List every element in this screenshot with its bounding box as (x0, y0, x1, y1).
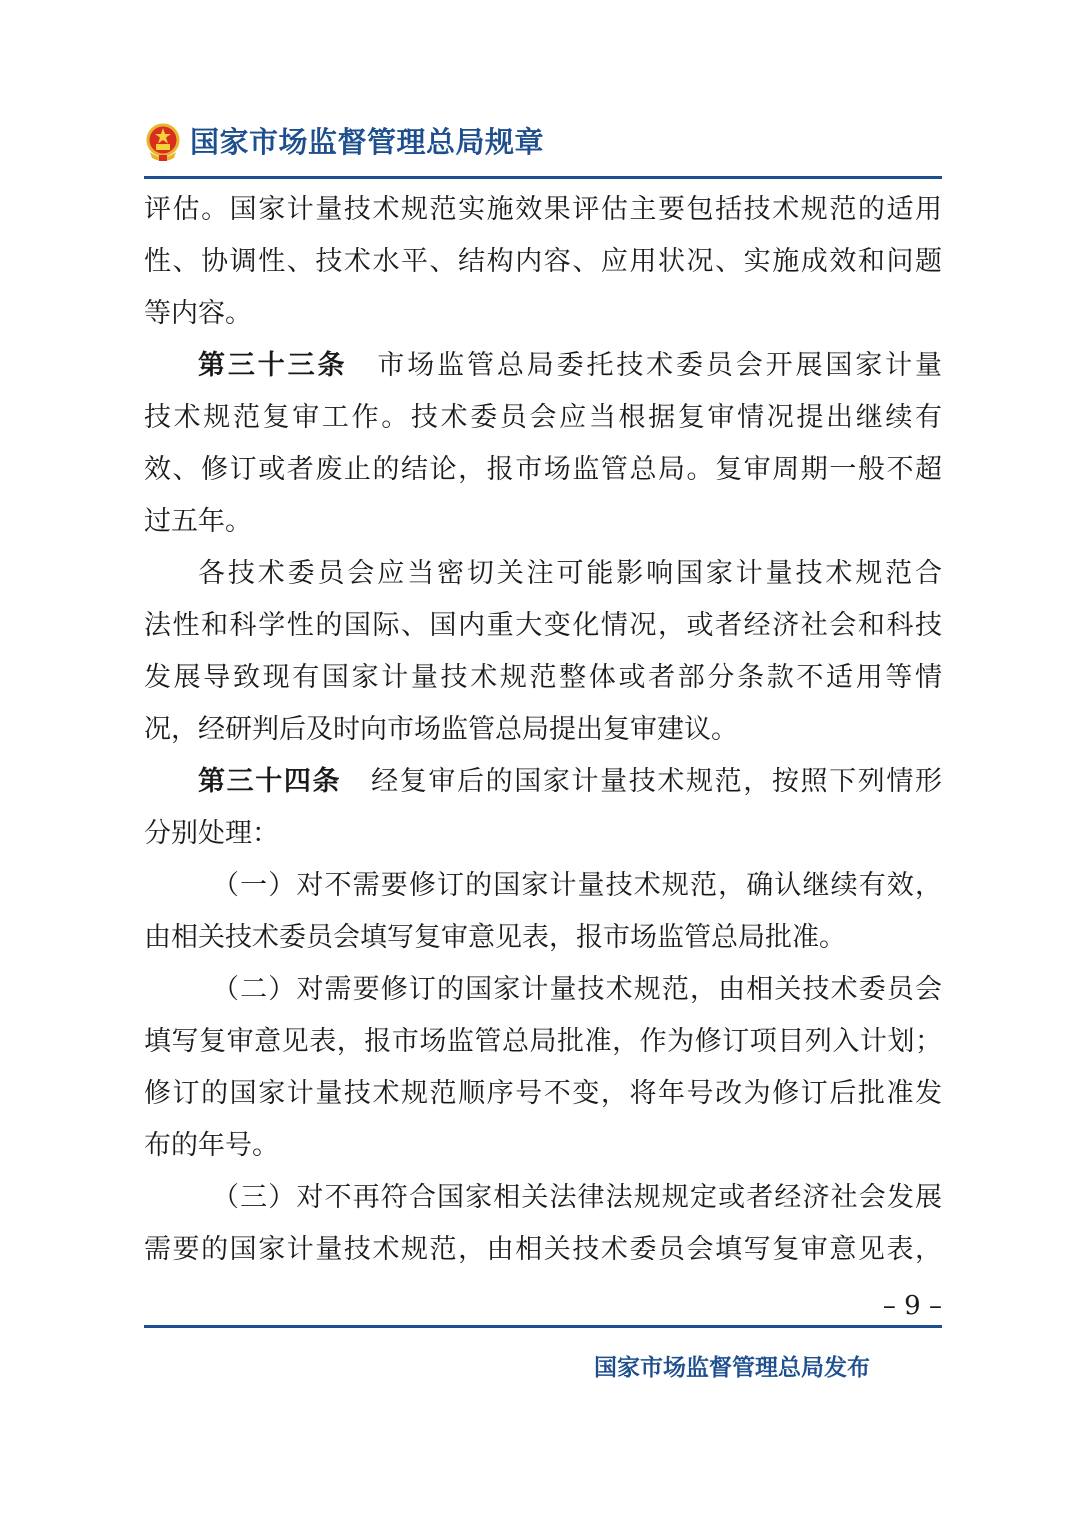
footer-divider (144, 1325, 942, 1328)
paragraph-line: 填写复审意见表，报市场监管总局批准，作为修订项目列入计划； (144, 1026, 942, 1057)
article-line (144, 340, 942, 392)
paragraph-line: 经复审后的国家计量技术规范，按照下列情形 (371, 766, 942, 797)
paragraph-line: 分别处理： (144, 818, 279, 849)
paragraph-line: 需要的国家计量技术规范，由相关技术委员会填写复审意见表， (144, 1234, 942, 1265)
footer-publisher: 国家市场监督管理总局发布 (594, 1355, 870, 1381)
paragraph-line: 效、修订或者废止的结论，报市场监管总局。复审周期一般不超 (144, 454, 942, 485)
paragraph-line: 市场监管总局委托技术委员会开展国家计量 (377, 350, 943, 381)
national-emblem-icon (144, 122, 182, 162)
paragraph-line: 布的年号。 (144, 1130, 279, 1161)
paragraph-line: 等内容。 (144, 298, 252, 329)
paragraph-line: （一）对不需要修订的国家计量技术规范，确认继续有效， (212, 870, 942, 901)
paragraph-line: 技术规范复审工作。技术委员会应当根据复审情况提出继续有 (144, 402, 942, 433)
paragraph-line: 修订的国家计量技术规范顺序号不变，将年号改为修订后批准发 (144, 1078, 942, 1109)
article-number: 第三十四条 (198, 766, 342, 797)
paragraph-line: 况，经研判后及时向市场监管总局提出复审建议。 (144, 714, 738, 745)
paragraph-line: 法性和科学性的国际、国内重大变化情况，或者经济社会和科技 (144, 610, 942, 641)
article-line (144, 756, 942, 808)
paragraph-line: 发展导致现有国家计量技术规范整体或者部分条款不适用等情 (144, 662, 942, 693)
header-divider (144, 176, 942, 179)
paragraph-line: （三）对不再符合国家相关法律法规规定或者经济社会发展 (212, 1182, 942, 1213)
paragraph-line: 性、协调性、技术水平、结构内容、应用状况、实施成效和问题 (144, 246, 942, 277)
paragraph-line: 由相关技术委员会填写复审意见表，报市场监管总局批准。 (144, 922, 846, 953)
header-title: 国家市场监督管理总局规章 (190, 125, 545, 159)
paragraph-line: （二）对需要修订的国家计量技术规范，由相关技术委员会 (212, 974, 942, 1005)
paragraph-line: 过五年。 (144, 506, 252, 537)
article-number: 第三十三条 (198, 350, 348, 381)
page-header (144, 120, 942, 172)
paragraph-line: 各技术委员会应当密切关注可能影响国家计量技术规范合 (198, 558, 942, 589)
page-number: – 9 – (882, 1291, 942, 1321)
document-body (144, 184, 942, 1276)
paragraph-line: 评估。国家计量技术规范实施效果评估主要包括技术规范的适用 (144, 194, 942, 225)
